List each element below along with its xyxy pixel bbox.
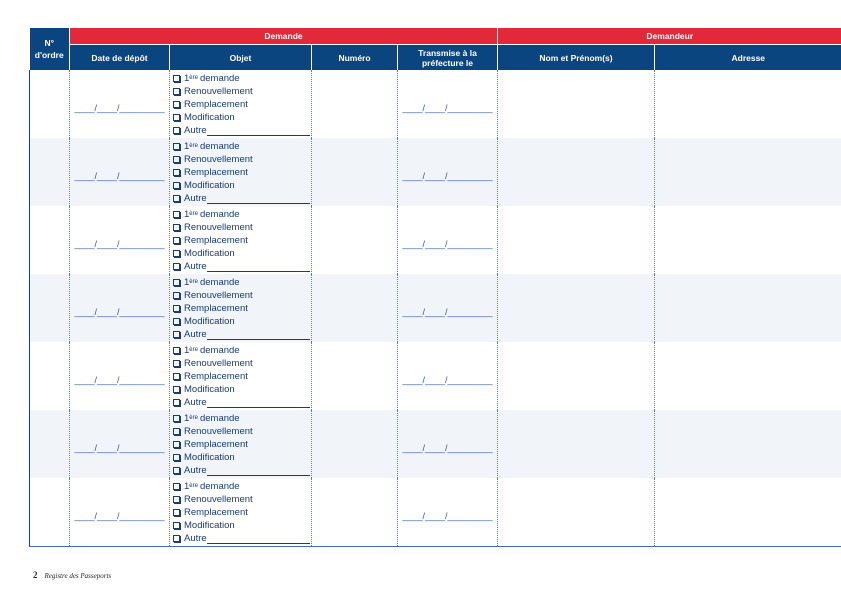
- checkbox-icon[interactable]: [173, 428, 180, 435]
- modification-label: Modification: [184, 112, 235, 123]
- numero-cell[interactable]: [312, 478, 398, 547]
- register-row: [30, 206, 841, 274]
- checkbox-icon[interactable]: [173, 386, 180, 393]
- transmise-placeholder: ____/____/_________: [402, 375, 493, 385]
- transmise-placeholder: ____/____/_________: [402, 511, 493, 521]
- date-depot-cell[interactable]: [70, 410, 170, 478]
- first-request-superscript: ère: [189, 279, 198, 285]
- other-label: Autre: [184, 329, 207, 340]
- renewal-label: Renouvellement: [184, 222, 253, 233]
- checkbox-icon[interactable]: [173, 143, 180, 150]
- option-replacement[interactable]: [172, 302, 311, 315]
- other-write-in-line[interactable]: [207, 194, 310, 204]
- first-request-superscript: ère: [189, 483, 198, 489]
- renewal-label: Renouvellement: [184, 494, 253, 505]
- first-request-number: 1: [184, 73, 190, 84]
- objet-options: [170, 343, 311, 409]
- other-label: Autre: [184, 193, 207, 204]
- checkbox-icon[interactable]: [173, 535, 180, 542]
- other-label: Autre: [184, 125, 207, 136]
- passport-register-table: [29, 28, 841, 547]
- order-number-cell[interactable]: [30, 138, 70, 206]
- checkbox-icon[interactable]: [173, 373, 180, 380]
- option-first-request[interactable]: [172, 276, 311, 289]
- numero-cell[interactable]: [312, 342, 398, 410]
- transmise-cell[interactable]: [398, 138, 498, 206]
- checkbox-icon[interactable]: [173, 522, 180, 529]
- objet-options: [170, 139, 311, 205]
- option-other[interactable]: [172, 396, 311, 409]
- first-request-number: 1: [184, 413, 190, 424]
- replacement-label: Remplacement: [184, 439, 248, 450]
- adresse-cell[interactable]: [655, 478, 841, 547]
- nom-prenoms-cell[interactable]: [498, 138, 655, 206]
- checkbox-icon[interactable]: [173, 224, 180, 231]
- checkbox-icon[interactable]: [173, 399, 180, 406]
- option-modification[interactable]: [172, 315, 311, 328]
- checkbox-icon[interactable]: [173, 292, 180, 299]
- register-row: [30, 274, 841, 342]
- order-number-cell[interactable]: [30, 206, 70, 274]
- modification-label: Modification: [184, 180, 235, 191]
- option-renewal[interactable]: [172, 85, 311, 98]
- adresse-cell[interactable]: [655, 342, 841, 410]
- footer-title: Registre des Passeports: [44, 572, 112, 580]
- first-request-label: demande: [199, 141, 240, 152]
- first-request-number: 1: [184, 277, 190, 288]
- order-number-label-line1: N°: [44, 38, 55, 48]
- date-depot-placeholder: ____/____/_________: [74, 443, 165, 453]
- option-first-request[interactable]: [172, 480, 311, 493]
- numero-cell[interactable]: [312, 70, 398, 138]
- other-label: Autre: [184, 261, 207, 272]
- checkbox-icon[interactable]: [173, 305, 180, 312]
- first-request-number: 1: [184, 481, 190, 492]
- objet-cell: [170, 70, 312, 138]
- option-modification[interactable]: [172, 179, 311, 192]
- transmise-placeholder: ____/____/_________: [402, 103, 493, 113]
- first-request-superscript: ère: [189, 347, 198, 353]
- option-modification[interactable]: [172, 247, 311, 260]
- checkbox-icon[interactable]: [173, 483, 180, 490]
- option-renewal[interactable]: [172, 221, 311, 234]
- checkbox-icon[interactable]: [173, 318, 180, 325]
- other-write-in-line[interactable]: [207, 262, 310, 272]
- option-replacement[interactable]: [172, 234, 311, 247]
- option-other[interactable]: [172, 328, 311, 341]
- modification-label: Modification: [184, 520, 235, 531]
- objet-cell: [170, 410, 312, 478]
- register-row: [30, 70, 841, 138]
- checkbox-icon[interactable]: [173, 211, 180, 218]
- date-depot-cell[interactable]: [70, 70, 170, 138]
- renewal-label: Renouvellement: [184, 154, 253, 165]
- demande-group-header: Demande: [70, 28, 498, 45]
- checkbox-icon[interactable]: [173, 237, 180, 244]
- checkbox-icon[interactable]: [173, 454, 180, 461]
- option-first-request[interactable]: [172, 344, 311, 357]
- transmise-cell[interactable]: [398, 274, 498, 342]
- first-request-label: demande: [199, 209, 240, 220]
- order-number-label-line2: d'ordre: [34, 50, 64, 60]
- page-number: 2: [33, 570, 38, 580]
- demandeur-group-header: Demandeur: [498, 28, 841, 45]
- option-renewal[interactable]: [172, 289, 311, 302]
- option-renewal[interactable]: [172, 357, 311, 370]
- other-write-in-line[interactable]: [207, 466, 310, 476]
- first-request-label: demande: [199, 277, 240, 288]
- option-other[interactable]: [172, 260, 311, 273]
- date-depot-placeholder: ____/____/_________: [74, 375, 165, 385]
- order-number-cell[interactable]: [30, 274, 70, 342]
- adresse-header: Adresse: [655, 45, 841, 71]
- first-request-superscript: ère: [189, 143, 198, 149]
- modification-label: Modification: [184, 316, 235, 327]
- other-label: Autre: [184, 465, 207, 476]
- nom-prenoms-cell[interactable]: [498, 410, 655, 478]
- transmise-cell[interactable]: [398, 478, 498, 547]
- adresse-cell[interactable]: [655, 206, 841, 274]
- page-footer: [33, 565, 111, 583]
- checkbox-icon[interactable]: [173, 347, 180, 354]
- checkbox-icon[interactable]: [173, 182, 180, 189]
- first-request-superscript: ère: [189, 75, 198, 81]
- option-renewal[interactable]: [172, 493, 311, 506]
- renewal-label: Renouvellement: [184, 86, 253, 97]
- order-number-cell[interactable]: [30, 478, 70, 547]
- option-modification[interactable]: [172, 519, 311, 532]
- numero-cell[interactable]: [312, 206, 398, 274]
- first-request-number: 1: [184, 141, 190, 152]
- transmise-header: [398, 45, 498, 71]
- checkbox-icon[interactable]: [173, 127, 180, 134]
- transmise-cell[interactable]: [398, 410, 498, 478]
- nom-prenoms-cell[interactable]: [498, 274, 655, 342]
- adresse-cell[interactable]: [655, 70, 841, 138]
- adresse-cell[interactable]: [655, 410, 841, 478]
- register-body: [30, 70, 841, 547]
- order-number-cell[interactable]: [30, 410, 70, 478]
- checkbox-icon[interactable]: [173, 415, 180, 422]
- adresse-cell[interactable]: [655, 274, 841, 342]
- modification-label: Modification: [184, 452, 235, 463]
- first-request-label: demande: [199, 413, 240, 424]
- replacement-label: Remplacement: [184, 99, 248, 110]
- checkbox-icon[interactable]: [173, 441, 180, 448]
- option-modification[interactable]: [172, 383, 311, 396]
- first-request-label: demande: [199, 481, 240, 492]
- other-write-in-line[interactable]: [207, 398, 310, 408]
- first-request-label: demande: [199, 345, 240, 356]
- checkbox-icon[interactable]: [173, 101, 180, 108]
- date-depot-placeholder: ____/____/_________: [74, 239, 165, 249]
- transmise-cell[interactable]: [398, 70, 498, 138]
- option-first-request[interactable]: [172, 208, 311, 221]
- option-other[interactable]: [172, 192, 311, 205]
- order-number-header: [30, 28, 70, 70]
- checkbox-icon[interactable]: [173, 169, 180, 176]
- objet-options: [170, 411, 311, 477]
- register-row: [30, 138, 841, 206]
- first-request-number: 1: [184, 345, 190, 356]
- register-row: [30, 478, 841, 547]
- option-first-request[interactable]: [172, 72, 311, 85]
- checkbox-icon[interactable]: [173, 75, 180, 82]
- date-depot-header: Date de dépôt: [70, 45, 170, 71]
- register-row: [30, 342, 841, 410]
- numero-cell[interactable]: [312, 274, 398, 342]
- option-replacement[interactable]: [172, 438, 311, 451]
- option-replacement[interactable]: [172, 166, 311, 179]
- objet-options: [170, 479, 311, 545]
- other-label: Autre: [184, 397, 207, 408]
- option-first-request[interactable]: [172, 140, 311, 153]
- transmise-placeholder: ____/____/_________: [402, 443, 493, 453]
- date-depot-placeholder: ____/____/_________: [74, 171, 165, 181]
- objet-options: [170, 71, 311, 137]
- date-depot-placeholder: ____/____/_________: [74, 103, 165, 113]
- nom-prenoms-cell[interactable]: [498, 342, 655, 410]
- objet-cell: [170, 206, 312, 274]
- objet-options: [170, 207, 311, 273]
- checkbox-icon[interactable]: [173, 467, 180, 474]
- date-depot-cell[interactable]: [70, 138, 170, 206]
- date-depot-placeholder: ____/____/_________: [74, 307, 165, 317]
- checkbox-icon[interactable]: [173, 156, 180, 163]
- option-other[interactable]: [172, 464, 311, 477]
- first-request-superscript: ère: [189, 415, 198, 421]
- other-label: Autre: [184, 533, 207, 544]
- objet-header: Objet: [170, 45, 312, 71]
- checkbox-icon[interactable]: [173, 88, 180, 95]
- option-renewal[interactable]: [172, 425, 311, 438]
- register-row: [30, 410, 841, 478]
- numero-cell[interactable]: [312, 410, 398, 478]
- date-depot-cell[interactable]: [70, 342, 170, 410]
- replacement-label: Remplacement: [184, 371, 248, 382]
- checkbox-icon[interactable]: [173, 250, 180, 257]
- checkbox-icon[interactable]: [173, 195, 180, 202]
- order-number-cell[interactable]: [30, 342, 70, 410]
- transmise-placeholder: ____/____/_________: [402, 239, 493, 249]
- checkbox-icon[interactable]: [173, 496, 180, 503]
- option-replacement[interactable]: [172, 506, 311, 519]
- other-write-in-line[interactable]: [207, 534, 310, 544]
- option-modification[interactable]: [172, 111, 311, 124]
- option-other[interactable]: [172, 532, 311, 545]
- other-write-in-line[interactable]: [207, 126, 310, 136]
- order-number-cell[interactable]: [30, 70, 70, 138]
- transmise-header-line1: Transmise à la: [418, 47, 477, 58]
- other-write-in-line[interactable]: [207, 330, 310, 340]
- option-first-request[interactable]: [172, 412, 311, 425]
- nom-prenoms-cell[interactable]: [498, 70, 655, 138]
- checkbox-icon[interactable]: [173, 114, 180, 121]
- first-request-superscript: ère: [189, 211, 198, 217]
- option-replacement[interactable]: [172, 98, 311, 111]
- checkbox-icon[interactable]: [173, 360, 180, 367]
- nom-prenoms-cell[interactable]: [498, 478, 655, 547]
- renewal-label: Renouvellement: [184, 426, 253, 437]
- date-depot-cell[interactable]: [70, 478, 170, 547]
- nom-prenoms-header: Nom et Prénom(s): [498, 45, 655, 71]
- objet-options: [170, 275, 311, 341]
- replacement-label: Remplacement: [184, 235, 248, 246]
- transmise-cell[interactable]: [398, 342, 498, 410]
- replacement-label: Remplacement: [184, 303, 248, 314]
- checkbox-icon[interactable]: [173, 331, 180, 338]
- numero-header: Numéro: [312, 45, 398, 71]
- nom-prenoms-cell[interactable]: [498, 206, 655, 274]
- checkbox-icon[interactable]: [173, 263, 180, 270]
- replacement-label: Remplacement: [184, 167, 248, 178]
- date-depot-placeholder: ____/____/_________: [74, 511, 165, 521]
- objet-cell: [170, 138, 312, 206]
- renewal-label: Renouvellement: [184, 358, 253, 369]
- objet-cell: [170, 478, 312, 547]
- checkbox-icon[interactable]: [173, 509, 180, 516]
- objet-cell: [170, 274, 312, 342]
- date-depot-cell[interactable]: [70, 206, 170, 274]
- checkbox-icon[interactable]: [173, 279, 180, 286]
- transmise-placeholder: ____/____/_________: [402, 171, 493, 181]
- first-request-number: 1: [184, 209, 190, 220]
- renewal-label: Renouvellement: [184, 290, 253, 301]
- option-other[interactable]: [172, 124, 311, 137]
- transmise-header-line2: préfecture le: [421, 57, 474, 68]
- option-replacement[interactable]: [172, 370, 311, 383]
- objet-cell: [170, 342, 312, 410]
- option-renewal[interactable]: [172, 153, 311, 166]
- first-request-label: demande: [199, 73, 240, 84]
- date-depot-cell[interactable]: [70, 274, 170, 342]
- modification-label: Modification: [184, 384, 235, 395]
- numero-cell[interactable]: [312, 138, 398, 206]
- replacement-label: Remplacement: [184, 507, 248, 518]
- transmise-cell[interactable]: [398, 206, 498, 274]
- modification-label: Modification: [184, 248, 235, 259]
- transmise-placeholder: ____/____/_________: [402, 307, 493, 317]
- option-modification[interactable]: [172, 451, 311, 464]
- adresse-cell[interactable]: [655, 138, 841, 206]
